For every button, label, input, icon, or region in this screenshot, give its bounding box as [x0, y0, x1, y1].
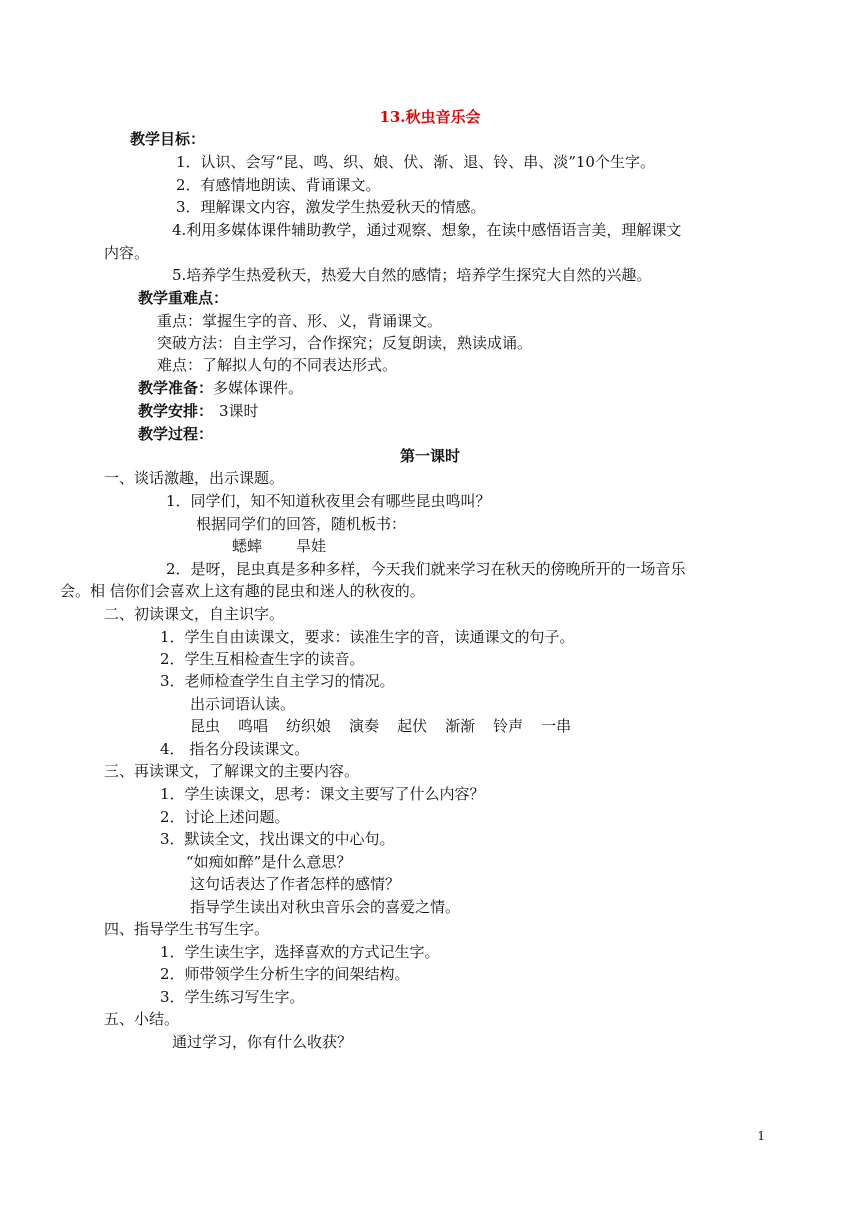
vocabulary-words — [190, 715, 589, 737]
section-line: 这句话表达了作者怎样的感情？ — [190, 875, 401, 893]
section-line: 1．学生自由读课文，要求：读准生字的音，读通课文的句子。 — [160, 628, 575, 646]
board-word: 旱娃 — [296, 537, 327, 555]
section-heading: 一、谈话激趣，出示课题。 — [104, 469, 285, 487]
board-word: 蟋蟀 — [232, 537, 263, 555]
prep-value: 多媒体课件。 — [213, 379, 304, 397]
prep-line — [138, 377, 303, 399]
vocabulary-word: 起伏 — [397, 717, 428, 735]
keypoint-difficulty: 难点：了解拟人句的不同表达形式。 — [157, 356, 398, 374]
schedule-value: 3课时 — [219, 402, 259, 420]
section-heading: 四、指导学生书写生字。 — [104, 920, 270, 938]
objective-item-continued: 内容。 — [104, 244, 150, 262]
vocabulary-word: 纺织娘 — [286, 717, 332, 735]
objective-item: 2．有感情地朗读、背诵课文。 — [176, 176, 381, 194]
objective-item: 3．理解课文内容，激发学生热爱秋天的情感。 — [176, 198, 486, 216]
vocabulary-word: 鸣唱 — [238, 717, 269, 735]
section-line: 根据同学们的回答，随机板书： — [196, 515, 407, 533]
keypoint-key: 重点：掌握生字的音、形、义，背诵课文。 — [157, 312, 443, 330]
schedule-label: 教学安排： — [138, 402, 214, 420]
section-line: 3．学生练习写生字。 — [160, 988, 305, 1006]
section-line: 2．师带领学生分析生字的间架结构。 — [160, 965, 410, 983]
section-line: 3．老师检查学生自主学习的情况。 — [160, 672, 395, 690]
section-line: 出示词语认读。 — [190, 695, 296, 713]
section-line: 1．学生读课文，思考：课文主要写了什么内容？ — [160, 785, 485, 803]
section-heading: 三、再读课文，了解课文的主要内容。 — [104, 762, 360, 780]
section-line: 2．学生互相检查生字的读音。 — [160, 650, 365, 668]
page-number: 1 — [757, 1129, 765, 1143]
schedule-line — [138, 400, 259, 422]
section-line: 2．讨论上述问题。 — [160, 808, 290, 826]
section-line-continued: 会。相 信你们会喜欢上这有趣的昆虫和迷人的秋夜的。 — [60, 582, 425, 600]
vocabulary-word: 演奏 — [349, 717, 380, 735]
objective-item: 4.利用多媒体课件辅助教学，通过观察、想象，在读中感悟语言美，理解课文 — [172, 221, 682, 239]
objective-item: 1．认识、会写“昆、鸣、织、娘、伏、渐、退、铃、串、淡”10个生字。 — [176, 153, 655, 171]
section-heading: 二、初读课文，自主识字。 — [104, 605, 285, 623]
section-line: 指导学生读出对秋虫音乐会的喜爱之情。 — [190, 898, 461, 916]
section-line: 1．同学们，知不知道秋夜里会有哪些昆虫鸣叫？ — [166, 492, 491, 510]
prep-label: 教学准备： — [138, 379, 214, 397]
section-line: 4． 指名分段读课文。 — [160, 740, 310, 758]
board-words — [232, 535, 344, 557]
process-heading: 教学过程： — [138, 425, 214, 443]
document-title: 13.秋虫音乐会 — [379, 108, 481, 126]
section-line: 2．是呀，昆虫真是多种多样，今天我们就来学习在秋天的傍晚所开的一场音乐 — [166, 560, 686, 578]
vocabulary-word: 铃声 — [493, 717, 524, 735]
section-line: “如痴如醉”是什么意思？ — [186, 853, 352, 871]
lesson-title: 第一课时 — [399, 447, 460, 465]
section-line: 通过学习，你有什么收获？ — [172, 1033, 353, 1051]
vocabulary-word: 昆虫 — [190, 717, 221, 735]
keypoints-heading: 教学重难点： — [138, 289, 229, 307]
vocabulary-word: 渐渐 — [445, 717, 476, 735]
section-heading: 五、小结。 — [104, 1010, 180, 1028]
vocabulary-word: 一串 — [541, 717, 572, 735]
keypoint-method: 突破方法：自主学习，合作探究；反复朗读，熟读成诵。 — [157, 334, 533, 352]
section-line: 1．学生读生字，选择喜欢的方式记生字。 — [160, 943, 440, 961]
objectives-heading: 教学目标： — [130, 130, 206, 148]
objective-item: 5.培养学生热爱秋天，热爱大自然的感情；培养学生探究大自然的兴趣。 — [172, 266, 652, 284]
section-line: 3．默读全文，找出课文的中心句。 — [160, 830, 395, 848]
